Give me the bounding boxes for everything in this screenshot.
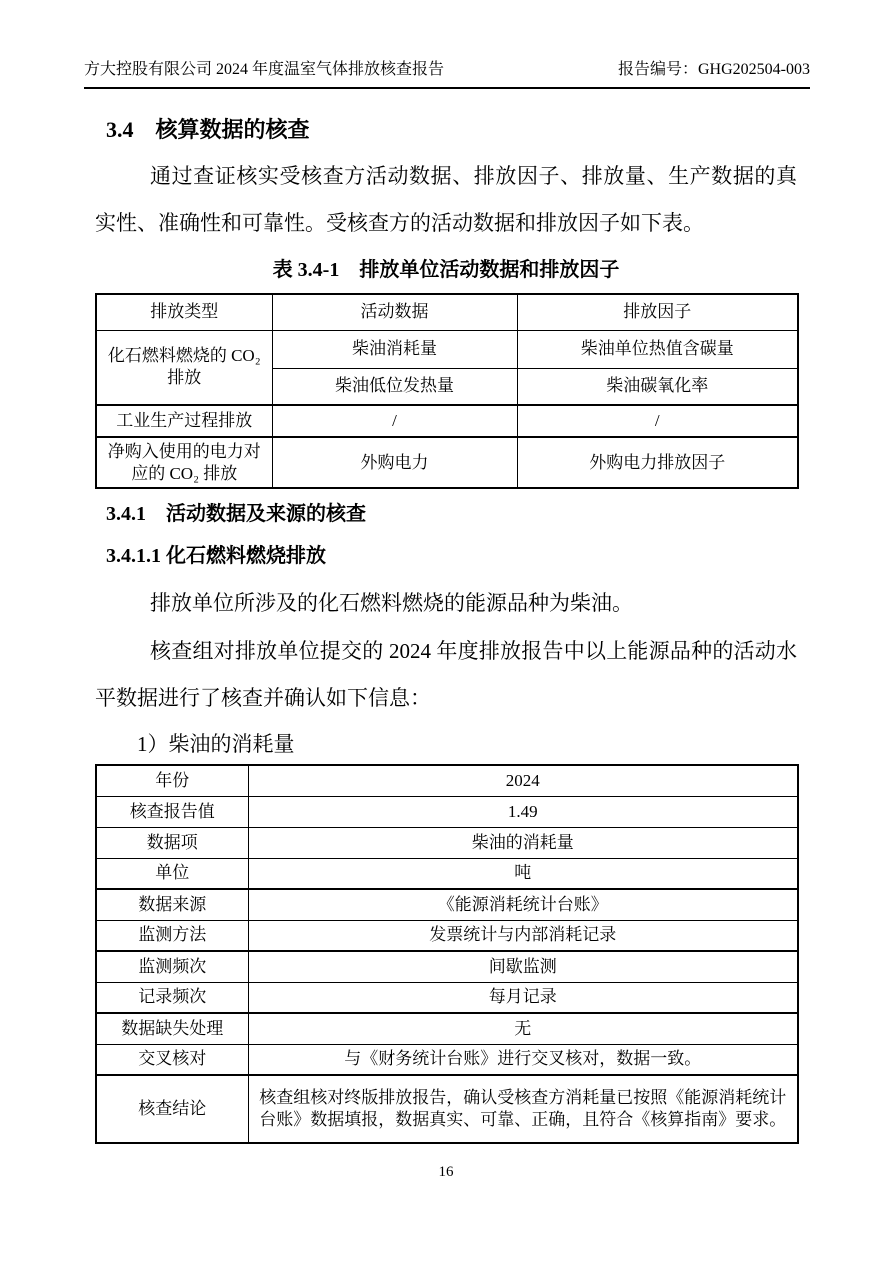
col-header-emission-factor: 排放因子 — [517, 294, 798, 330]
row-label-cell: 数据缺失处理 — [96, 1013, 248, 1044]
row-value-cell: 与《财务统计台账》进行交叉核对，数据一致。 — [248, 1044, 798, 1075]
paragraph-fuel-type: 排放单位所涉及的化石燃料燃烧的能源品种为柴油。 — [150, 591, 633, 615]
paragraph-verification: 核查组对排放单位提交的 2024 年度排放报告中以上能源品种的活动水平数据进行了核查并确认如下信息： — [95, 639, 797, 710]
table1-caption: 表 3.4-1 排放单位活动数据和排放因子 — [272, 259, 620, 281]
section-heading-3-4-1-1: 3.4.1.1 化石燃料燃烧排放 — [106, 545, 326, 567]
cell-emission-type: 净购入使用的电力对应的 CO₂ 排放 — [96, 437, 272, 488]
cell-activity-data: 外购电力 — [272, 437, 517, 488]
table-row — [96, 920, 798, 951]
page-number: 16 — [438, 1164, 454, 1180]
row-label-cell: 单位 — [96, 858, 248, 889]
cell-activity-data: 柴油低位发热量 — [272, 368, 517, 405]
row-value-cell: 吨 — [248, 858, 798, 889]
cell-emission-type: 工业生产过程排放 — [96, 405, 272, 437]
activity-data-emission-factor-table — [95, 293, 799, 489]
table-row — [96, 982, 798, 1013]
table-row — [96, 765, 798, 796]
table-row — [96, 858, 798, 889]
row-label-cell: 交叉核对 — [96, 1044, 248, 1075]
diesel-consumption-detail-table — [95, 764, 799, 1144]
list-item-diesel-consumption: 1）柴油的消耗量 — [137, 732, 295, 756]
table-row — [96, 951, 798, 982]
table-row — [96, 827, 798, 858]
row-label-cell: 年份 — [96, 765, 248, 796]
table-row — [96, 796, 798, 827]
row-label-cell: 监测频次 — [96, 951, 248, 982]
row-label-cell: 数据来源 — [96, 889, 248, 920]
row-label-cell: 记录频次 — [96, 982, 248, 1013]
row-value-cell: 2024 — [248, 765, 798, 796]
paragraph-intro: 通过查证核实受核查方活动数据、排放因子、排放量、生产数据的真实性、准确性和可靠性。受核查方的活动数据和排放因子如下表。 — [95, 164, 797, 235]
cell-emission-factor: 柴油单位热值含碳量 — [517, 330, 798, 368]
row-value-cell: 《能源消耗统计台账》 — [248, 889, 798, 920]
row-label-cell: 数据项 — [96, 827, 248, 858]
cell-emission-factor: 柴油碳氧化率 — [517, 368, 798, 405]
col-header-emission-type: 排放类型 — [96, 294, 272, 330]
row-value-cell: 核查组核对终版排放报告，确认受核查方消耗量已按照《能源消耗统计台账》数据填报，数据真实、可靠、正确，且符合《核算指南》要求。 — [248, 1075, 798, 1143]
table-row — [96, 405, 798, 437]
section-heading-3-4-1: 3.4.1 活动数据及来源的核查 — [106, 503, 366, 525]
table-row — [96, 330, 798, 368]
page-header — [84, 60, 810, 89]
table-header-row — [96, 294, 798, 330]
row-value-cell: 间歇监测 — [248, 951, 798, 982]
cell-activity-data: 柴油消耗量 — [272, 330, 517, 368]
table-row — [96, 1075, 798, 1143]
col-header-activity-data: 活动数据 — [272, 294, 517, 330]
row-value-cell: 每月记录 — [248, 982, 798, 1013]
cell-activity-data: / — [272, 405, 517, 437]
row-label-cell: 核查报告值 — [96, 796, 248, 827]
row-label-cell: 核查结论 — [96, 1075, 248, 1143]
header-report-number: 报告编号：GHG202504-003 — [618, 61, 810, 78]
row-value-cell: 柴油的消耗量 — [248, 827, 798, 858]
section-heading-3-4: 3.4 核算数据的核查 — [106, 117, 310, 142]
row-value-cell: 1.49 — [248, 796, 798, 827]
table-row — [96, 1044, 798, 1075]
table-row — [96, 889, 798, 920]
row-value-cell: 无 — [248, 1013, 798, 1044]
table-row — [96, 437, 798, 488]
row-label-cell: 监测方法 — [96, 920, 248, 951]
table-row — [96, 1013, 798, 1044]
cell-emission-type: 化石燃料燃烧的 CO₂ 排放 — [96, 330, 272, 405]
row-value-cell: 发票统计与内部消耗记录 — [248, 920, 798, 951]
header-report-title: 方大控股有限公司 2024 年度温室气体排放核查报告 — [84, 61, 445, 78]
cell-emission-factor: 外购电力排放因子 — [517, 437, 798, 488]
cell-emission-factor: / — [517, 405, 798, 437]
